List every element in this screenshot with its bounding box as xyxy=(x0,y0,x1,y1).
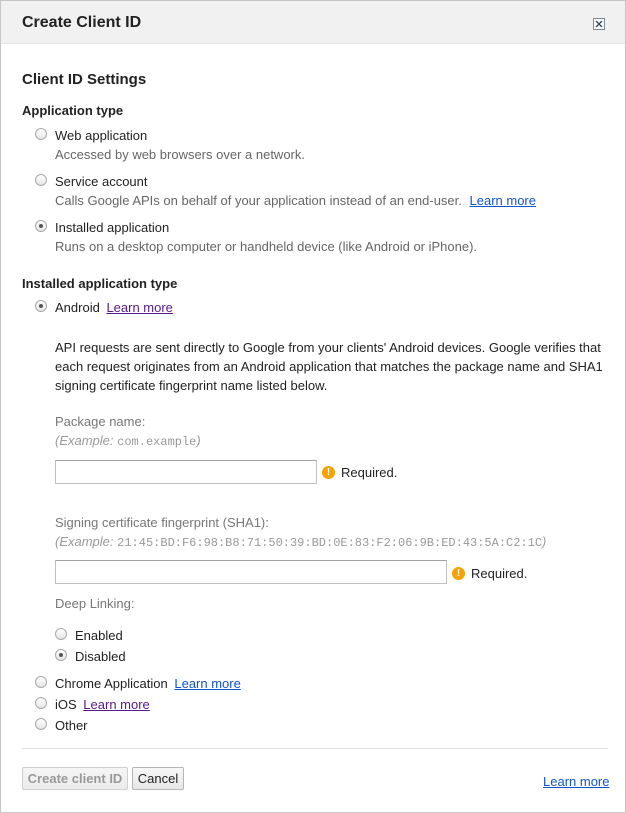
service-account-label[interactable]: Service account xyxy=(55,174,148,189)
package-example-suffix: ) xyxy=(196,433,201,448)
package-name-label: Package name: xyxy=(55,414,146,429)
sha1-fingerprint-input[interactable] xyxy=(55,560,447,584)
chrome-application-label[interactable]: Chrome Application xyxy=(55,676,168,691)
web-application-label[interactable]: Web application xyxy=(55,128,148,143)
deep-linking-disabled-label[interactable]: Disabled xyxy=(75,649,126,664)
installed-application-description: Runs on a desktop computer or handheld device (like Android or iPhone). xyxy=(55,239,478,254)
radio-android[interactable] xyxy=(35,300,47,312)
sha1-label: Signing certificate fingerprint (SHA1): xyxy=(55,515,269,530)
android-description: API requests are sent directly to Google from your clients' Android devices. Google verifies that each request originates from an Android application that matches the package name and SHA1 signing certificate fingerprint name listed below. xyxy=(55,340,603,393)
android-label[interactable]: Android xyxy=(55,300,100,315)
web-application-description: Accessed by web browsers over a network. xyxy=(55,147,305,162)
package-example-prefix: (Example: xyxy=(55,433,114,448)
package-example-value: com.example xyxy=(117,435,197,449)
ios-option xyxy=(55,697,150,712)
close-x-glyph xyxy=(595,20,603,28)
warning-icon: ! xyxy=(452,567,465,580)
radio-chrome-application[interactable] xyxy=(35,676,47,688)
chrome-application-learn-more-link[interactable]: Learn more xyxy=(174,676,241,691)
sha1-example xyxy=(55,534,546,550)
warning-icon: ! xyxy=(322,466,335,479)
other-label[interactable]: Other xyxy=(55,718,88,733)
footer-divider xyxy=(22,748,608,749)
footer-learn-more-link[interactable]: Learn more xyxy=(543,774,610,789)
installed-application-type-heading: Installed application type xyxy=(22,276,178,291)
sha1-example-suffix: ) xyxy=(542,534,547,549)
cancel-button[interactable]: Cancel xyxy=(132,767,184,790)
radio-web-application[interactable] xyxy=(35,128,47,140)
dialog-title: Create Client ID xyxy=(22,14,142,31)
package-name-example xyxy=(55,433,201,449)
installed-application-label[interactable]: Installed application xyxy=(55,220,170,235)
deep-linking-enabled-label[interactable]: Enabled xyxy=(75,628,123,643)
service-account-description xyxy=(55,193,536,208)
package-required-text: Required. xyxy=(341,465,398,480)
application-type-heading: Application type xyxy=(22,103,124,118)
dialog-titlebar xyxy=(1,1,625,44)
section-heading-client-id-settings: Client ID Settings xyxy=(22,71,147,88)
android-learn-more-link[interactable]: Learn more xyxy=(106,300,173,315)
android-option xyxy=(55,300,173,315)
create-client-id-button[interactable]: Create client ID xyxy=(22,767,128,790)
deep-linking-label: Deep Linking: xyxy=(55,596,135,611)
radio-other[interactable] xyxy=(35,718,47,730)
service-account-description-text: Calls Google APIs on behalf of your application instead of an end-user. xyxy=(55,193,462,208)
package-name-input[interactable] xyxy=(55,460,317,484)
ios-learn-more-link[interactable]: Learn more xyxy=(83,697,150,712)
radio-ios[interactable] xyxy=(35,697,47,709)
close-icon[interactable] xyxy=(593,18,605,30)
sha1-example-value: 21:45:BD:F6:98:B8:71:50:39:BD:0E:83:F2:06:9B:ED:43:5A:C2:1C xyxy=(117,536,543,550)
ios-label[interactable]: iOS xyxy=(55,697,77,712)
chrome-application-option xyxy=(55,676,241,691)
service-account-learn-more-link[interactable]: Learn more xyxy=(469,193,536,208)
radio-service-account[interactable] xyxy=(35,174,47,186)
sha1-example-prefix: (Example: xyxy=(55,534,114,549)
radio-deep-linking-enabled[interactable] xyxy=(55,628,67,640)
radio-deep-linking-disabled[interactable] xyxy=(55,649,67,661)
radio-installed-application[interactable] xyxy=(35,220,47,232)
sha1-required-text: Required. xyxy=(471,566,528,581)
